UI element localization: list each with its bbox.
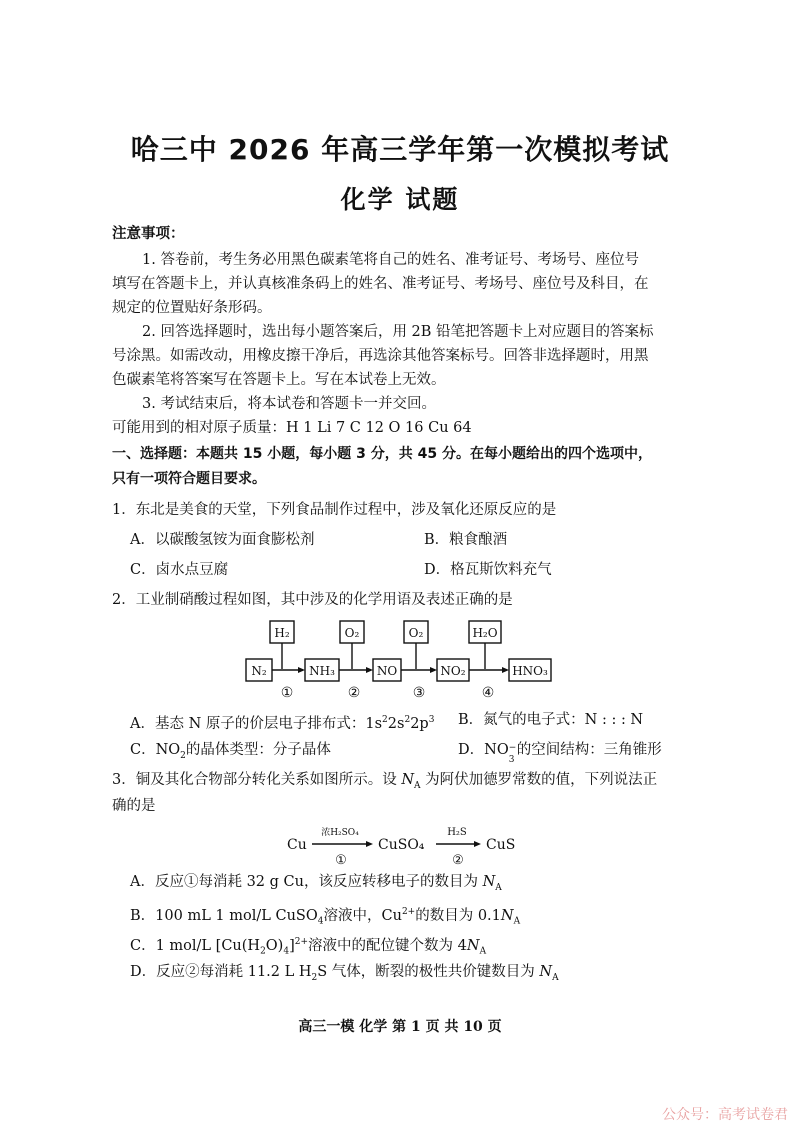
q3-option-d-text: S 气体，断裂的极性共价键数目为 — [317, 964, 540, 980]
arrow — [312, 841, 373, 847]
q3-option-c-text: O) — [265, 937, 284, 954]
notice-line: 号涂黑。如需改动，用橡皮擦干净后，再选涂其他答案标号。回答非选择题时，用黑 — [112, 348, 649, 364]
copper-conversion-scheme — [0, 820, 800, 870]
species-label: NH₃ — [309, 664, 335, 678]
avogadro-symbol: N — [482, 874, 496, 890]
species-box — [305, 659, 339, 681]
notice-line: 1. 答卷前，考生务必用黑色碳素笔将自己的姓名、准考证号、考场号、座位号 — [142, 252, 639, 268]
avogadro-symbol: N — [466, 937, 480, 954]
species-cus: CuS — [486, 837, 516, 853]
reagent-conc-sulfuric: 浓H₂SO₄ — [321, 828, 359, 838]
q3-option-a-text: A．反应①每消耗 32 g Cu，该反应转移电子的数目为 — [130, 874, 483, 890]
question-1-stem: 1．东北是美食的天堂，下列食品制作过程中，涉及氧化还原反应的是 — [112, 502, 557, 518]
arrow — [272, 667, 305, 673]
avogadro-symbol: N — [500, 907, 514, 924]
avogadro-symbol: N — [539, 964, 553, 980]
arrow — [339, 667, 373, 673]
section-heading: 一、选择题：本题共 15 小题，每小题 3 分，共 45 分。在每小题给出的四个选项中， — [112, 446, 652, 462]
q2-option-b: B．氮气的电子式：N : : : N — [458, 712, 644, 728]
species-box — [246, 659, 272, 681]
species-cuso4: CuSO₄ — [378, 837, 425, 853]
species-label: NO₂ — [440, 664, 466, 678]
species-box — [509, 659, 551, 681]
q1-option-d: D．格瓦斯饮料充气 — [424, 562, 552, 578]
q2-option-a-text: 2s — [387, 715, 405, 732]
subscript: 4 — [317, 916, 324, 927]
reagent-label: O₂ — [408, 626, 424, 640]
q3-stem-text: 3．铜及其化合物部分转化关系如图所示。设 — [112, 772, 402, 788]
reagent-label: O₂ — [344, 626, 360, 640]
q3-stem-text: 为阿伏加德罗常数的值，下列说法正 — [420, 772, 658, 788]
reagent-label: H₂O — [472, 626, 498, 640]
nitric-acid-process-diagram — [0, 615, 800, 705]
step-label: ③ — [412, 685, 426, 701]
notice-line: 3. 考试结束后，将本试卷和答题卡一并交回。 — [142, 396, 436, 412]
subscript: A — [495, 882, 502, 893]
q3-option-b-text: 的数目为 0.1 — [415, 907, 501, 924]
question-3-stem — [112, 770, 657, 796]
superscript: 2+ — [401, 907, 416, 917]
subscript: 4 — [283, 946, 290, 957]
arrow — [436, 841, 481, 847]
reagent-box — [469, 621, 501, 643]
species-cu: Cu — [287, 837, 307, 853]
subject-title: 化学 试题 — [340, 185, 460, 214]
notice-line: 色碳素笔将答案写在答题卡上。写在本试卷上无效。 — [112, 372, 446, 388]
q3-option-c-text: C．1 mol/L [Cu(H — [130, 937, 261, 954]
q3-option-d — [130, 962, 559, 988]
notice-line: 规定的位置贴好条形码。 — [112, 300, 272, 316]
q2-option-d-text: 的空间结构：三角锥形 — [516, 742, 662, 758]
step-label: ④ — [481, 685, 495, 701]
watermark: 公众号：高考试卷君 — [662, 1107, 788, 1123]
species-label: NO — [376, 664, 398, 678]
subscript: 2 — [311, 972, 318, 983]
q3-option-d-text: D．反应②每消耗 11.2 L H — [130, 964, 312, 980]
question-2-stem: 2．工业制硝酸过程如图，其中涉及的化学用语及表述正确的是 — [112, 592, 513, 608]
q3-option-c — [130, 932, 486, 962]
arrow — [469, 667, 509, 673]
question-3-stem-2: 确的是 — [112, 798, 156, 814]
subscript: A — [513, 916, 521, 927]
q1-option-b: B．粮食酿酒 — [424, 532, 508, 548]
page-footer: 高三一模 化学 第 1 页 共 10 页 — [298, 1019, 502, 1035]
q2-option-a-text: A．基态 N 原子的价层电子排布式：1s — [130, 715, 383, 732]
section-heading-2: 只有一项符合题目要求。 — [112, 471, 266, 487]
step-label: ① — [335, 853, 347, 868]
reagent-box — [340, 621, 364, 643]
q3-option-b-text: B．100 mL 1 mol/L CuSO — [130, 907, 318, 924]
subscript: 2 — [260, 946, 266, 957]
q2-option-d-text: D．NO — [458, 742, 509, 758]
superscript: 3 — [428, 715, 435, 725]
subscript: 3 — [508, 755, 515, 765]
species-box — [437, 659, 469, 681]
q1-option-a: A．以碳酸氢铵为面食膨松剂 — [130, 532, 315, 548]
q2-option-a-text: 2p — [410, 715, 429, 732]
reagent-box — [270, 621, 294, 643]
species-label: N₂ — [251, 664, 267, 678]
superscript: 2 — [382, 715, 388, 725]
species-box — [373, 659, 401, 681]
subscript: 2 — [180, 750, 186, 761]
subscript: A — [552, 972, 559, 983]
exam-title: 哈三中 2026 年高三学年第一次模拟考试 — [130, 133, 670, 166]
reagent-box — [404, 621, 428, 643]
q3-option-b-text: 溶液中，Cu — [323, 907, 402, 924]
step-label: ② — [347, 685, 361, 701]
superscript: 2 — [404, 715, 411, 725]
species-label: HNO₃ — [512, 664, 548, 678]
q2-option-c-text: C．NO — [130, 742, 181, 758]
step-label: ① — [280, 685, 294, 701]
step-label: ② — [452, 853, 464, 868]
q2-option-d — [458, 740, 662, 765]
subscript: A — [479, 946, 487, 957]
reagent-h2s: H₂S — [447, 827, 467, 838]
notice-heading: 注意事项： — [112, 226, 185, 242]
notice-line: 填写在答题卡上，并认真核准条码上的姓名、准考证号、考场号、座位号及科目，在 — [112, 276, 649, 292]
q1-option-c: C．卤水点豆腐 — [130, 562, 229, 578]
q2-option-c — [130, 740, 331, 766]
superscript: − — [508, 743, 517, 753]
q2-option-c-text: 的晶体类型：分子晶体 — [185, 742, 331, 758]
q3-option-c-text: ] — [289, 937, 295, 954]
q3-option-a — [130, 872, 502, 898]
q2-option-a — [130, 710, 434, 734]
arrow — [401, 667, 437, 673]
reagent-label: H₂ — [274, 626, 290, 640]
atomic-masses: 可能用到的相对原子质量：H 1 Li 7 C 12 O 16 Cu 64 — [112, 420, 472, 436]
q3-option-b — [130, 902, 520, 932]
avogadro-symbol: N — [401, 772, 415, 788]
notice-line: 2. 回答选择题时，选出每小题答案后，用 2B 铅笔把答题卡上对应题目的答案标 — [142, 324, 654, 340]
subscript: A — [414, 780, 421, 791]
superscript: 2+ — [294, 937, 309, 947]
q3-option-c-text: 溶液中的配位键个数为 4 — [308, 937, 467, 954]
